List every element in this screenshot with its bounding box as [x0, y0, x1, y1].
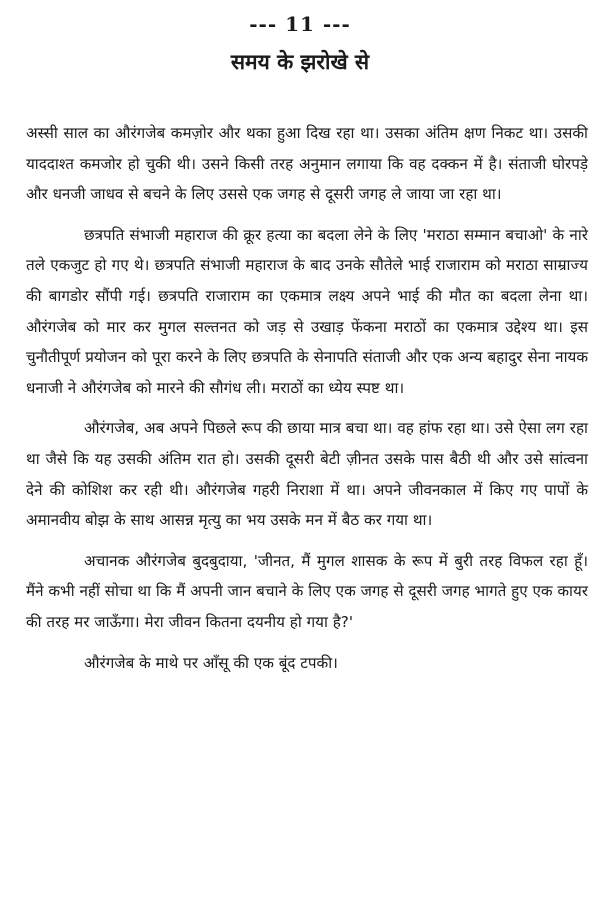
paragraph-1: अस्सी साल का औरंगजेब कमज़ोर और थका हुआ दिख रहा था। उसका अंतिम क्षण निकट था। उसकी याददाश्त कमजोर हो चुकी थी। उसने किसी तरह अनुमान लगाया कि वह दक्कन में है। संताजी घोरपड़े और धनजी जाधव से बचने के लिए उससे एक जगह से दूसरी जगह ले जाया जा रहा था। [26, 124, 588, 204]
paragraph-4: अचानक औरंगजेब बुदबुदाया, 'जीनत, मैं मुगल शासक के रूप में बुरी तरह विफल रहा हूँ। मैंने कभी नहीं सोचा था कि मैं अपनी जान बचाने के लिए एक जगह से दूसरी जगह भागते हुए एक कायर की तरह मर जाऊँगा। मेरा जीवन कितना दयनीय हो गया है?' [26, 551, 588, 631]
paragraph-2: छत्रपति संभाजी महाराज की क्रूर हत्या का बदला लेने के लिए 'मराठा सम्मान बचाओ' के नारे तले एकजुट हो गए थे। छत्रपति संभाजी महाराज के बाद उनके सौतेले भाई राजाराम को मराठा साम्राज्य की बागडोर सौंपी गई। छत्रपति राजाराम का एकमात्र लक्ष्य अपने भाई की मौत का बदला लेना था। औरंगजेब को मार कर मुगल सल्तनत को जड़ से उखाड़ फेंकना मराठों का एकमात्र उद्देश्य था। इस चुनौतीपूर्ण प्रयोजन को पूरा करने के लिए छत्रपति के सेनापति संताजी और एक अन्य बहादुर सेना नायक धनाजी ने औरंगजेब को मारने की सौगंध ली। मराठों का ध्येय स्पष्ट था। [26, 225, 588, 397]
chapter-title: समय के झरोखे से [230, 50, 370, 74]
paragraph-3: औरंगजेब, अब अपने पिछले रूप की छाया मात्र बचा था। वह हांफ रहा था। उसे ऐसा लग रहा था जैसे कि यह उसकी अंतिम रात हो। उसकी दूसरी बेटी ज़ीनत उसके पास बैठी थी और उसे सांत्वना देने की कोशिश कर रही थी। औरंगजेब गहरी निराशा में था। अपने जीवनकाल में किए गए पापों के अमानवीय बोझ के साथ आसन्न मृत्यु का भय उसके मन में बैठ कर गया था। [26, 419, 588, 530]
chapter-number: --- 11 --- [249, 12, 351, 36]
paragraph-5: औरंगजेब के माथे पर आँसू की एक बूंद टपकी। [84, 653, 338, 672]
chapter-body [26, 118, 588, 688]
